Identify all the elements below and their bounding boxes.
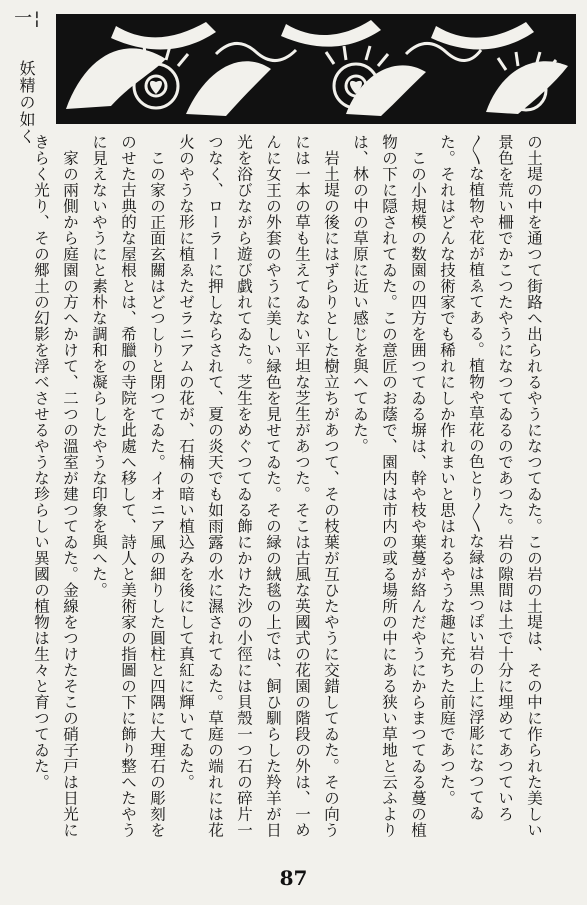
vertical-body-text (28, 134, 548, 844)
paragraph-4: この家の正面玄關はどつしりと閉つてゐた。イオニア風の細りした圓柱と四隅に大理石の彫刻をのせた古典的な屋根とは、希臘の寺院を此處へ移して、詩人と美術家の指圖の下に飾り整へたやうに見えないやうにと素朴な調和を凝らしたやうな印象を與へた。 (90, 134, 166, 838)
paragraph-3: 岩土堤の後にはずらりとした樹立ちがあつて、その枝葉が互ひたやうに交錯してゐた。その向うには一本の草も生えてゐない平坦な芝生があつた。そこは古風な英國式の花園の階段の外は、一めんに女王の外套のやうに美しい緑色を見せてゐた。その緑の絨毯の上では、飼ひ馴らした羚羊が日光を浴びながら遊び戯れてゐた。芝生をめぐつてゐる飾にかけた沙の小徑には貝殼一つ石の碎片一つなく、ローラーに押しならされて、夏の炎天でも如雨露の水に濕されてゐた。草庭の端れには花火のやうな形に植ゑたゼラニアムの花が、石楠の暗い植込みを後にして真紅に輝いてゐた。 (177, 134, 340, 838)
paragraph-2: この小規模の数園の四方を囲つてゐる塀は、幹や枝や葉蔓が絡んだやうにからまつてゐる蔓の植物の下に隠されてゐた。この意匠のお蔭で、園内は市内の或る場所の中にある狭い草地と云ふよりは、林の中の草原に近い感じを與へてゐた。 (351, 134, 427, 838)
running-head-title: 妖精の如く (17, 60, 36, 145)
paragraph-1: の土堤の中を通つて街路へ出られるやうになつてゐた。この岩の土堤は、その中に作られた美しい景色を荒い柵でかこつたやうになつてゐるのであつた。岩の隙間は土で十分に埋めてあつていろ〳〵な植物や花が植ゑてある。植物や草花の色とり〳〵な緑は黒つぽい岩の上に浮彫になつてゐた。それはどんな技術家でも稀れにしか作れまいと思はれるやうな趣に充ちた前庭であつた。 (438, 134, 543, 838)
paragraph-5: 家の兩側から庭園の方へかけて、二つの溫室が建つてゐた。金線をつけたそこの硝子戸は日光にきらく光り、その郷土の幻影を浮べさせるやうな珍らしい異國の植物は生々と育つてゐた。 (32, 134, 79, 838)
decorative-header-ornament (56, 14, 576, 124)
running-head-mark: 一 ¦ (14, 8, 38, 29)
page-number: 87 (279, 866, 308, 890)
